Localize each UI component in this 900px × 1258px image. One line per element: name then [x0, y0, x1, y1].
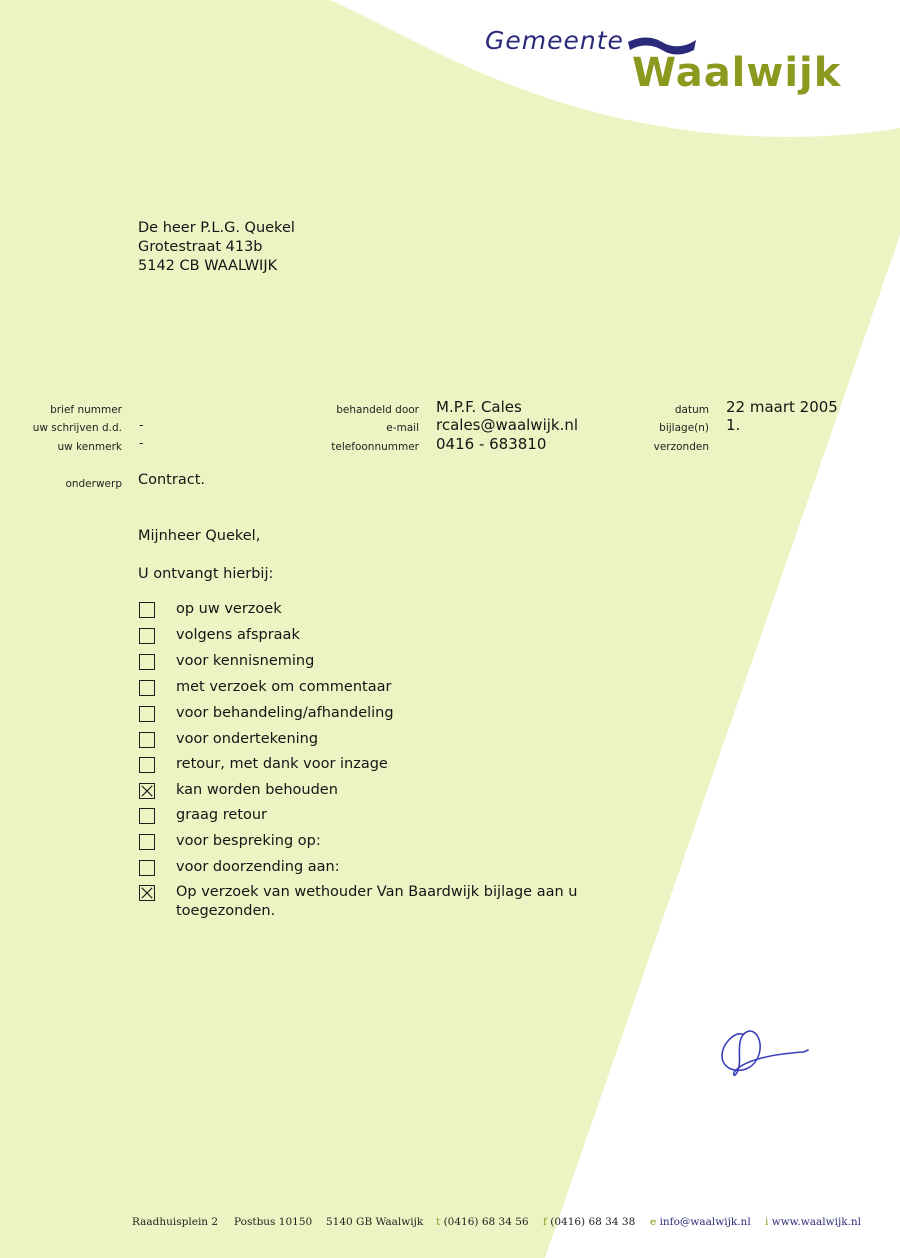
checklist-item-label-continued: toegezonden.	[176, 903, 276, 919]
checklist-item-label: voor kennisneming	[176, 653, 315, 669]
logo-waalwijk-text: Waalwijk	[632, 50, 842, 96]
behandeld-door-value: M.P.F. Cales	[436, 398, 522, 416]
checklist-item-label: voor ondertekening	[176, 731, 319, 747]
footer-website	[765, 1216, 861, 1228]
checklist-item-label: voor bespreking op:	[176, 833, 321, 849]
footer-website-key: i	[765, 1216, 769, 1228]
checklist-item-label: volgens afspraak	[176, 627, 300, 643]
recipient-street: Grotestraat 413b	[138, 239, 263, 255]
intro-text: U ontvangt hierbij:	[138, 566, 274, 582]
footer-phone-key: t	[436, 1216, 441, 1228]
footer-website-value[interactable]: www.waalwijk.nl	[771, 1216, 862, 1228]
checkbox-icon[interactable]	[139, 732, 155, 748]
email-value: rcales@waalwijk.nl	[436, 416, 579, 434]
behandeld-door-label: behandeld door	[336, 404, 419, 416]
checkbox-checked-icon[interactable]	[139, 885, 155, 901]
footer-fax-value: (0416) 68 34 38	[550, 1216, 636, 1228]
checklist-item-label: voor behandeling/afhandeling	[176, 705, 394, 721]
email-label: e-mail	[386, 422, 419, 434]
footer-postcode: 5140 GB Waalwijk	[326, 1216, 424, 1228]
checkbox-icon[interactable]	[139, 654, 155, 670]
recipient-city: 5142 CB WAALWIJK	[138, 258, 278, 274]
checkbox-icon[interactable]	[139, 834, 155, 850]
uw-kenmerk-value: -	[139, 436, 144, 450]
signature-mark	[712, 1022, 812, 1082]
uw-schrijven-label: uw schrijven d.d.	[32, 422, 122, 434]
footer-phone	[436, 1216, 529, 1228]
footer-email-value[interactable]: info@waalwijk.nl	[659, 1216, 751, 1228]
footer-email	[650, 1216, 751, 1228]
checkbox-icon[interactable]	[139, 602, 155, 618]
checkbox-icon[interactable]	[139, 706, 155, 722]
checkbox-icon[interactable]	[139, 680, 155, 696]
footer-address: Raadhuisplein 2	[132, 1216, 219, 1228]
recipient-name: De heer P.L.G. Quekel	[138, 220, 295, 236]
datum-value: 22 maart 2005	[726, 398, 838, 416]
verzonden-label: verzonden	[653, 441, 709, 453]
checklist-item-label: met verzoek om commentaar	[176, 679, 392, 695]
checklist-item-label: graag retour	[176, 807, 268, 823]
datum-label: datum	[674, 404, 709, 416]
checklist-item-label: op uw verzoek	[176, 601, 282, 617]
footer-postbus: Postbus 10150	[234, 1216, 313, 1228]
telefoon-label: telefoonnummer	[331, 441, 419, 453]
footer-fax-key: f	[543, 1216, 547, 1228]
checklist-item-label: voor doorzending aan:	[176, 859, 340, 875]
brief-nummer-label: brief nummer	[50, 404, 122, 416]
footer-phone-value: (0416) 68 34 56	[443, 1216, 529, 1228]
bijlage-value: 1.	[726, 416, 741, 434]
bijlage-label: bijlage(n)	[659, 422, 709, 434]
footer-fax	[543, 1216, 635, 1228]
logo-gemeente-text: Gemeente	[485, 26, 624, 55]
onderwerp-label: onderwerp	[65, 478, 122, 490]
checklist-item-label: retour, met dank voor inzage	[176, 756, 388, 772]
checkbox-icon[interactable]	[139, 860, 155, 876]
telefoon-value: 0416 - 683810	[436, 435, 547, 453]
salutation: Mijnheer Quekel,	[138, 528, 261, 544]
checklist-item-label: kan worden behouden	[176, 782, 338, 798]
uw-kenmerk-label: uw kenmerk	[57, 441, 122, 453]
uw-schrijven-value: -	[139, 418, 144, 432]
onderwerp-value: Contract.	[138, 472, 205, 488]
footer-email-key: e	[650, 1216, 657, 1228]
checkbox-icon[interactable]	[139, 808, 155, 824]
checkbox-icon[interactable]	[139, 757, 155, 773]
checkbox-checked-icon[interactable]	[139, 783, 155, 799]
checklist-item-label: Op verzoek van wethouder Van Baardwijk bijlage aan u	[176, 884, 578, 900]
checkbox-icon[interactable]	[139, 628, 155, 644]
